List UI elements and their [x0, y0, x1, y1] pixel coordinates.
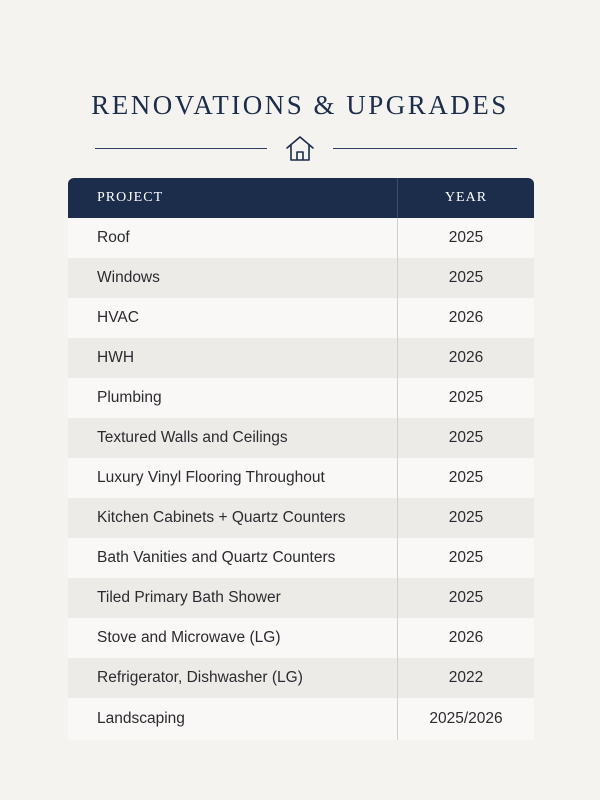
table-row — [68, 298, 534, 338]
project-cell: Windows — [97, 269, 160, 286]
table-row — [68, 658, 534, 698]
project-cell: Tiled Primary Bath Shower — [97, 589, 281, 606]
year-cell: 2025/2026 — [397, 698, 534, 740]
year-cell: 2025 — [397, 218, 534, 258]
project-cell: Plumbing — [97, 389, 162, 406]
year-cell: 2025 — [397, 578, 534, 618]
project-cell: Stove and Microwave (LG) — [97, 629, 281, 646]
table-row — [68, 418, 534, 458]
project-cell: Refrigerator, Dishwasher (LG) — [97, 669, 303, 686]
renovations-table — [68, 178, 534, 740]
year-cell: 2025 — [397, 418, 534, 458]
project-cell: Roof — [97, 229, 130, 246]
project-cell: HWH — [97, 349, 135, 366]
year-cell: 2026 — [397, 338, 534, 378]
header-year: YEAR — [397, 178, 534, 218]
header-project: PROJECT — [97, 190, 164, 205]
project-cell: Luxury Vinyl Flooring Throughout — [97, 469, 325, 486]
page-title: RENOVATIONS & UPGRADES — [91, 90, 509, 120]
table-body — [68, 218, 534, 740]
table-row — [68, 378, 534, 418]
year-cell: 2025 — [397, 498, 534, 538]
title-divider-right — [333, 148, 517, 149]
year-cell: 2025 — [397, 538, 534, 578]
project-cell: HVAC — [97, 309, 139, 326]
project-cell: Landscaping — [97, 710, 185, 727]
year-cell: 2026 — [397, 298, 534, 338]
table-row — [68, 338, 534, 378]
project-cell: Bath Vanities and Quartz Counters — [97, 549, 336, 566]
year-cell: 2022 — [397, 658, 534, 698]
table-row — [68, 218, 534, 258]
year-cell: 2025 — [397, 378, 534, 418]
house-icon — [284, 134, 316, 164]
title-divider-left — [95, 148, 267, 149]
table-row — [68, 698, 534, 740]
year-cell: 2026 — [397, 618, 534, 658]
table-row — [68, 538, 534, 578]
year-cell: 2025 — [397, 258, 534, 298]
year-cell: 2025 — [397, 458, 534, 498]
table-row — [68, 498, 534, 538]
table-row — [68, 578, 534, 618]
table-row — [68, 618, 534, 658]
project-cell: Textured Walls and Ceilings — [97, 429, 288, 446]
table-header — [68, 178, 534, 218]
project-cell: Kitchen Cabinets + Quartz Counters — [97, 509, 346, 526]
table-row — [68, 258, 534, 298]
table-row — [68, 458, 534, 498]
